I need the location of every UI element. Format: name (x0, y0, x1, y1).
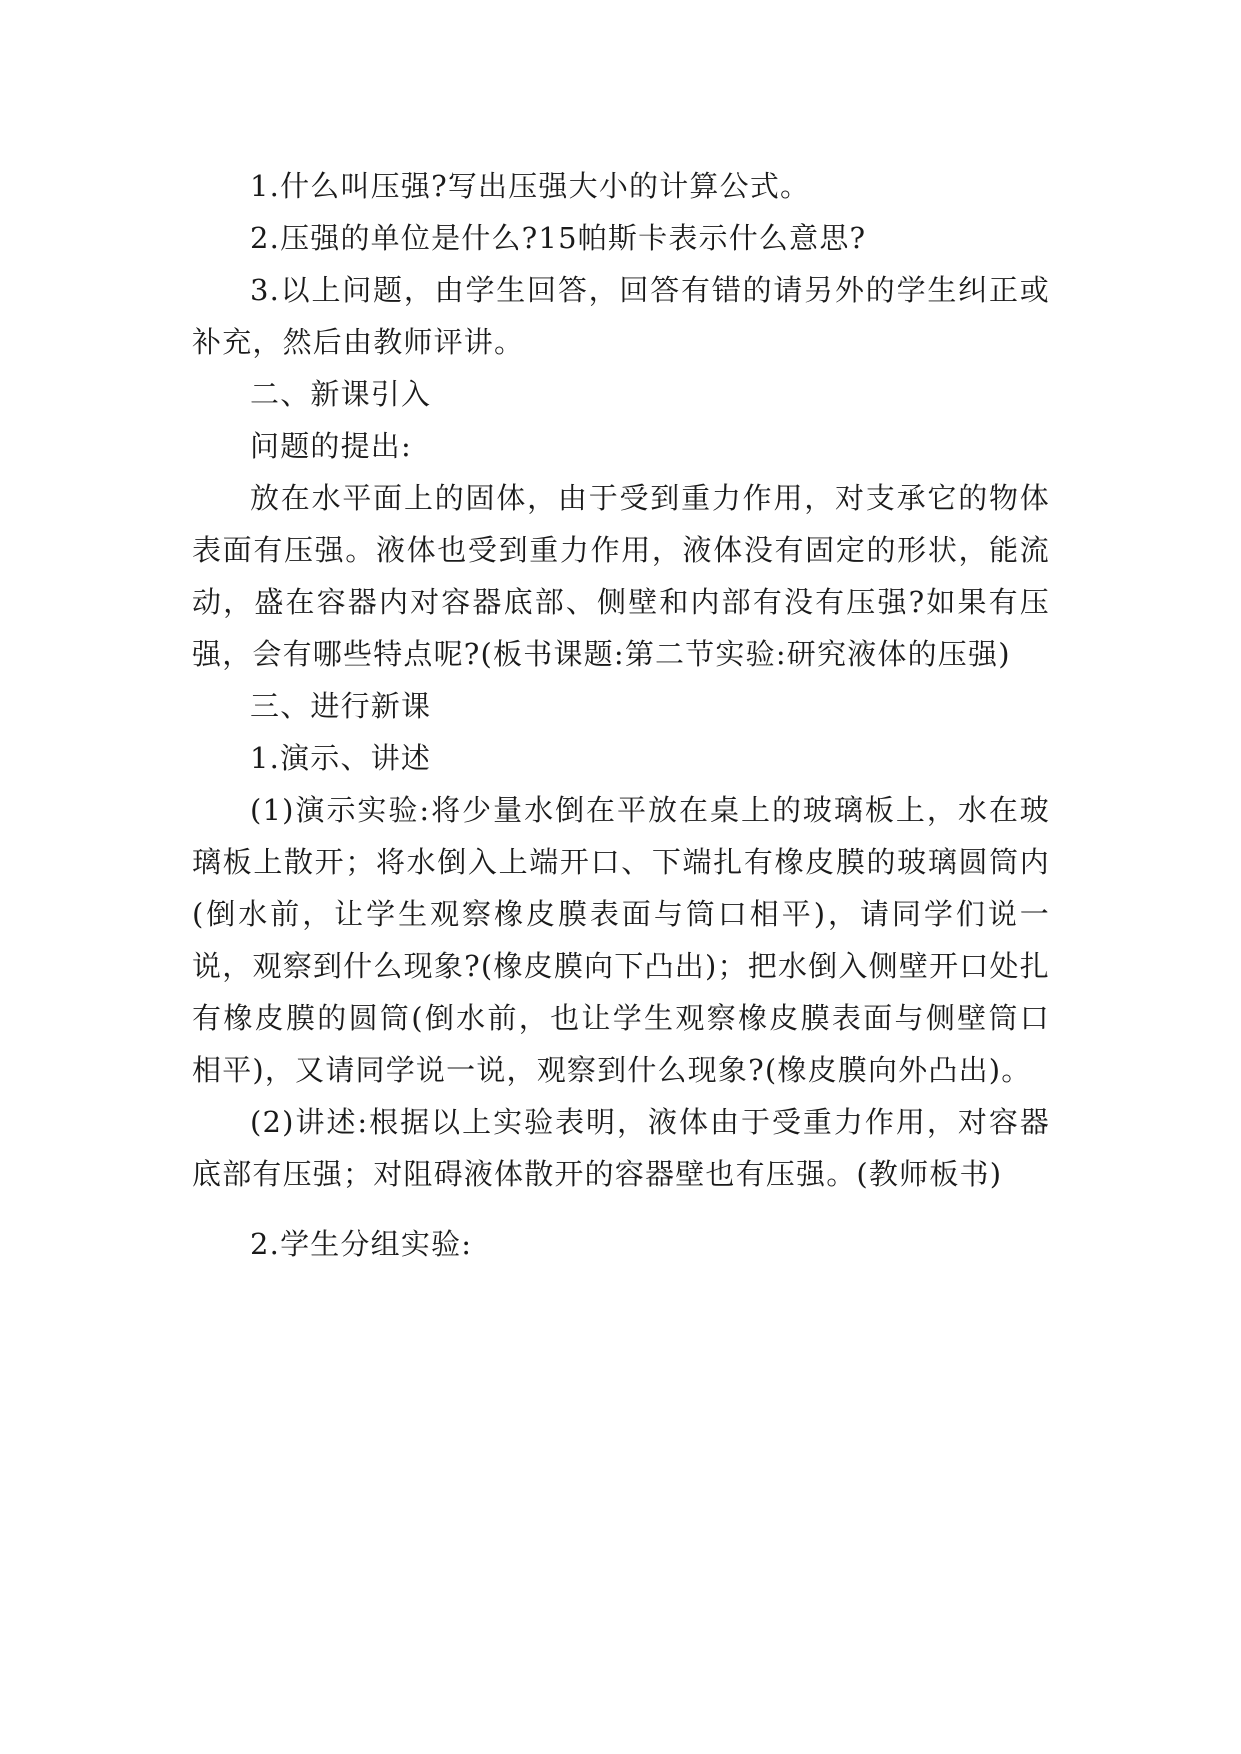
question-2: 2.压强的单位是什么?15帕斯卡表示什么意思? (250, 221, 867, 255)
section-heading-new-lesson-intro: 二、新课引入 (250, 377, 432, 411)
question-1: 1.什么叫压强?写出压强大小的计算公式。 (250, 169, 811, 203)
question-3: 3.以上问题，由学生回答，回答有错的请另外的学生纠正或补充，然后由教师评讲。 (192, 273, 1050, 359)
demonstration-experiment-paragraph: (1)演示实验:将少量水倒在平放在桌上的玻璃板上，水在玻璃板上散开；将水倒入上端开口、下端扎有橡皮膜的玻璃圆筒内(倒水前，让学生观察橡皮膜表面与筒口相平)，请同学们说一说，观察到什么现象?(橡皮膜向下凸出)；把水倒入侧壁开口处扎有橡皮膜的圆筒(倒水前，也让学生观察橡皮膜表面与侧壁筒口相平)，又请同学说一说，观察到什么现象?(橡皮膜向外凸出)。 (192, 793, 1050, 1087)
subheading-demonstration: 1.演示、讲述 (250, 741, 432, 775)
explanation-paragraph: (2)讲述:根据以上实验表明，液体由于受重力作用，对容器底部有压强；对阻碍液体散开的容器壁也有压强。(教师板书) (192, 1105, 1050, 1191)
section-heading-new-lesson: 三、进行新课 (250, 689, 432, 723)
document-body (192, 160, 1050, 1270)
subheading-group-experiment: 2.学生分组实验: (250, 1227, 473, 1261)
problem-statement-label: 问题的提出: (250, 429, 412, 463)
problem-statement-paragraph: 放在水平面上的固体，由于受到重力作用，对支承它的物体表面有压强。液体也受到重力作用，液体没有固定的形状，能流动，盛在容器内对容器底部、侧壁和内部有没有压强?如果有压强，会有哪些特点呢?(板书课题:第二节实验:研究液体的压强) (192, 481, 1050, 671)
